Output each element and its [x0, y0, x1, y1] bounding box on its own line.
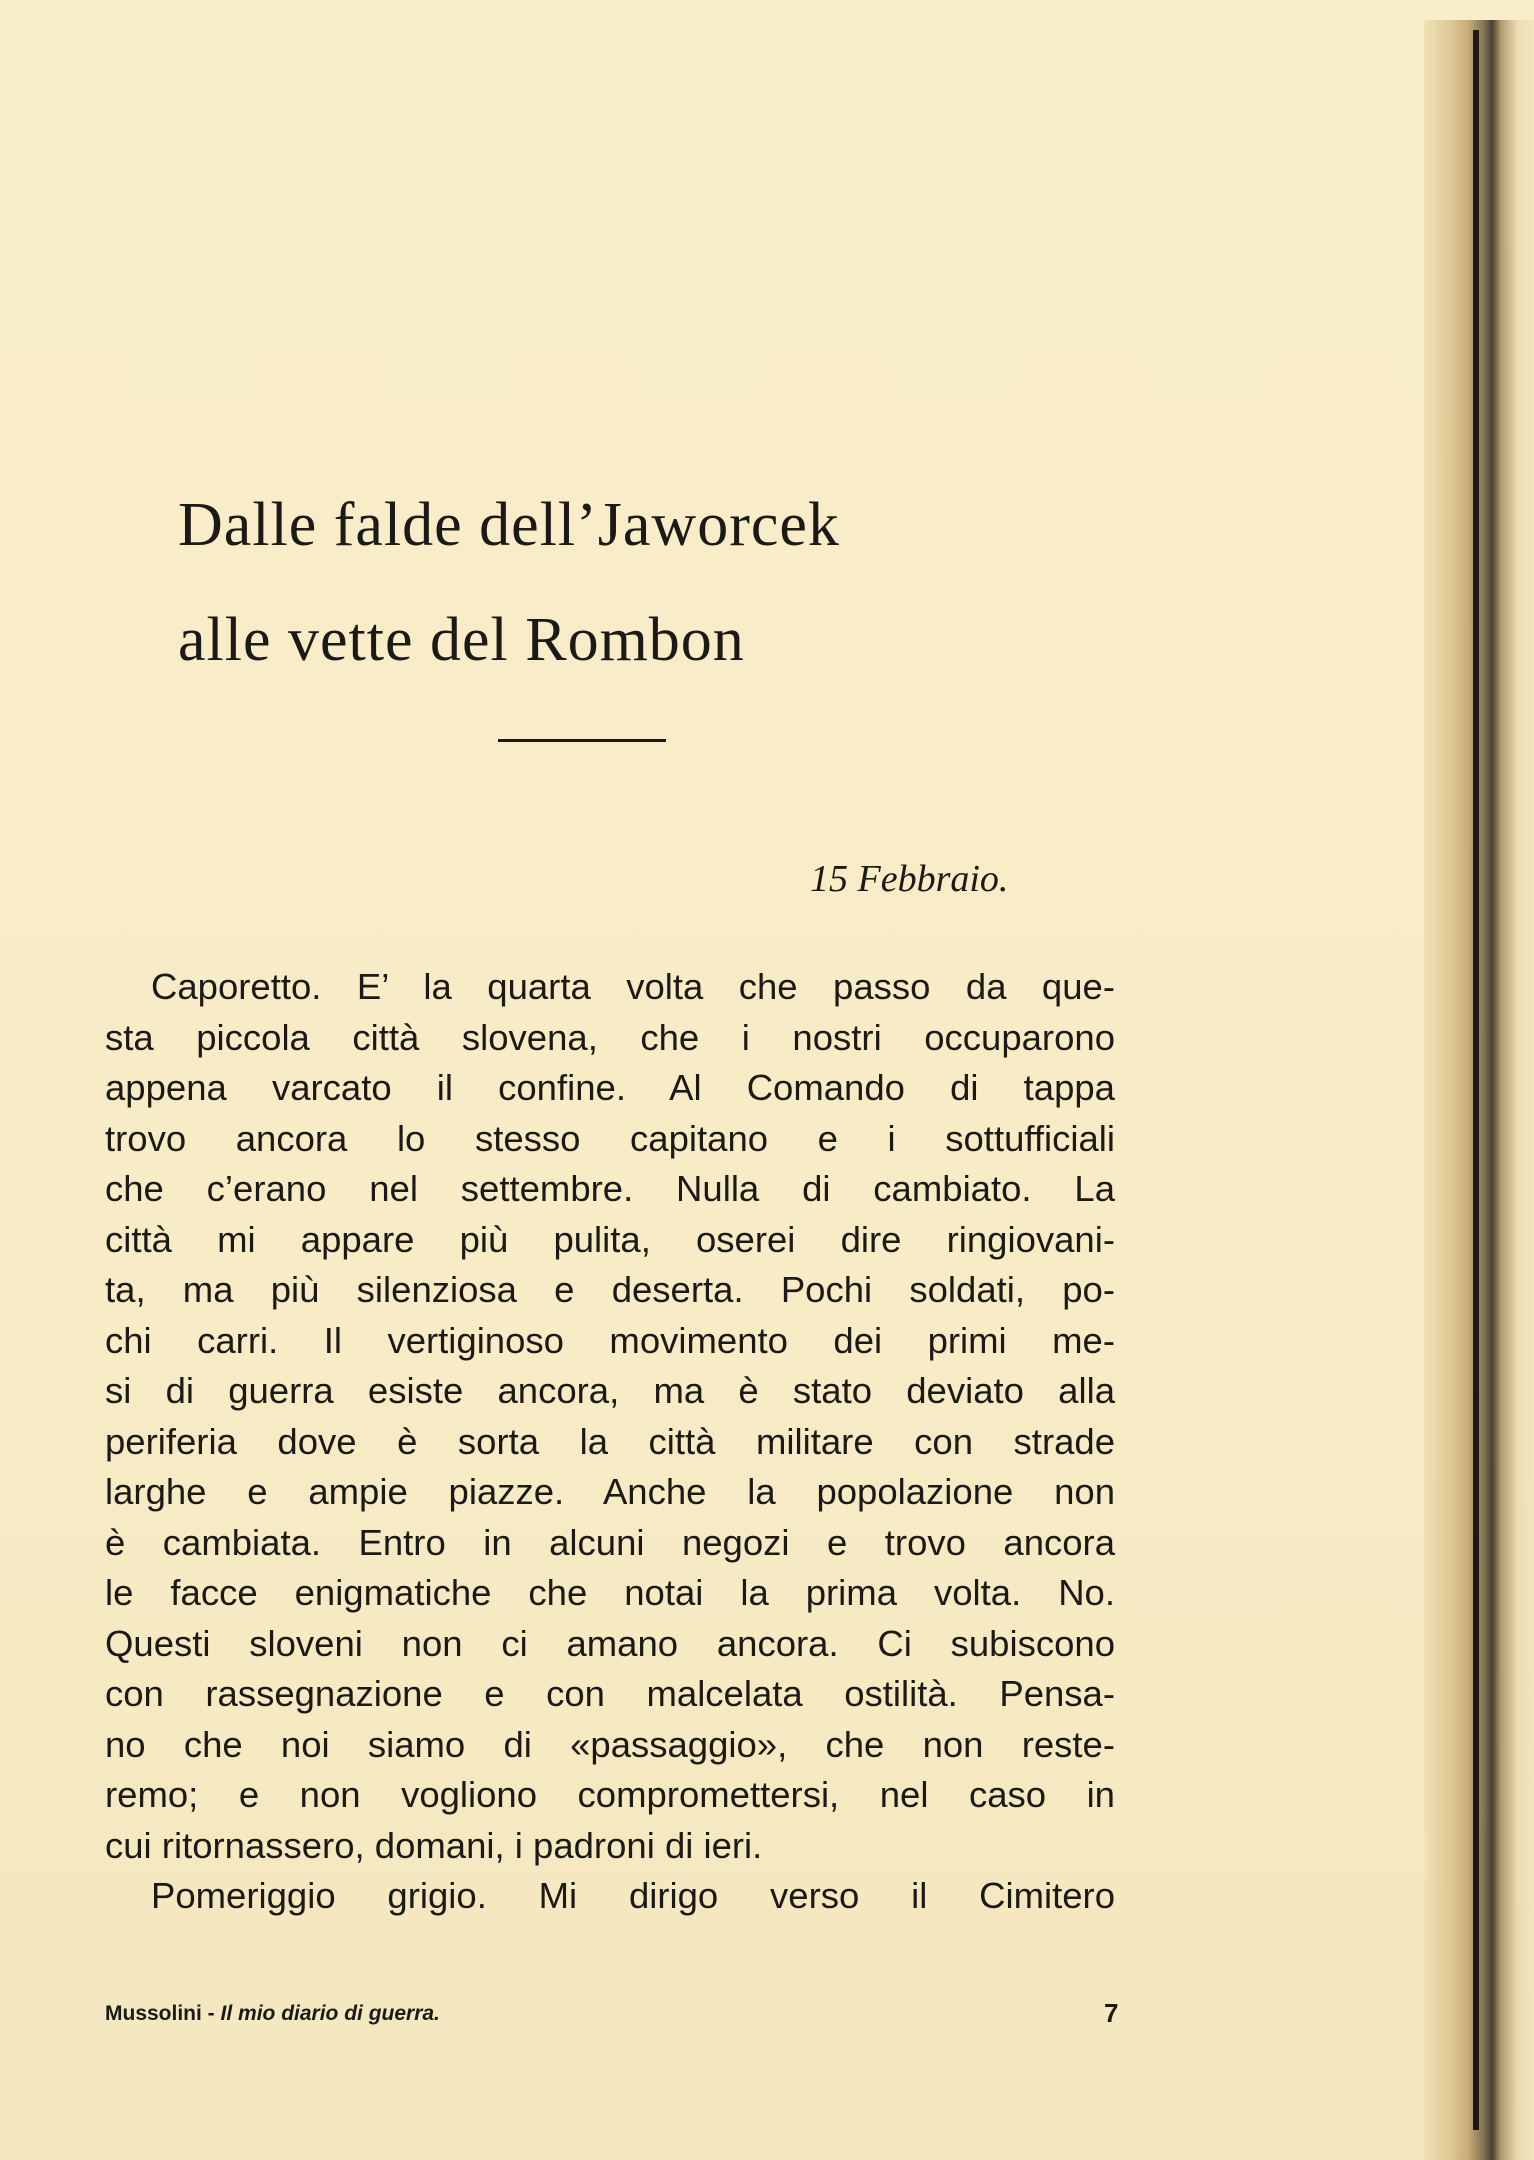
body-line: le facce enigmatiche che notai la prima volta. No.: [105, 1572, 1115, 1613]
body-line: città mi appare più pulita, oserei dire ringiovani-: [105, 1218, 1115, 1260]
body-line: no che noi siamo di «passaggio», che non reste-: [105, 1723, 1115, 1765]
book-spine: [1424, 20, 1534, 2160]
body-line: appena varcato il confine. Al Comando di tappa: [105, 1067, 1115, 1108]
footer-author: Mussolini: [105, 2002, 202, 2025]
body-text: [105, 962, 1115, 1922]
body-line: Caporetto. E’ la quarta volta che passo da que-: [151, 966, 1115, 1007]
entry-date: 15 Febbraio.: [810, 858, 1009, 900]
body-line: si di guerra esiste ancora, ma è stato deviato alla: [105, 1370, 1115, 1411]
body-line: con rassegnazione e con malcelata ostilità. Pensa-: [105, 1673, 1115, 1714]
body-line: che c’erano nel settembre. Nulla di cambiato. La: [105, 1168, 1115, 1209]
page-number: 7: [1104, 1998, 1119, 2028]
body-line: è cambiata. Entro in alcuni negozi e trovo ancora: [105, 1521, 1115, 1563]
body-line: chi carri. Il vertiginoso movimento dei primi me-: [105, 1319, 1115, 1361]
body-line: Questi sloveni non ci amano ancora. Ci subiscono: [105, 1622, 1115, 1664]
footer-book-title: Il mio diario di guerra.: [220, 2002, 440, 2025]
chapter-title-line-1: Dalle falde dell’Jaworcek: [178, 491, 840, 559]
body-line: remo; e non vogliono compromettersi, nel caso in: [105, 1774, 1115, 1815]
body-line: ta, ma più silenziosa e deserta. Pochi soldati, po-: [105, 1269, 1115, 1310]
running-footer: [105, 2002, 440, 2026]
body-line: cui ritornassero, domani, i padroni di ieri.: [105, 1824, 763, 1866]
title-rule: [498, 739, 666, 742]
spine-binding-line: [1473, 30, 1479, 2130]
body-line: periferia dove è sorta la città militare con strade: [105, 1420, 1115, 1462]
footer-separator: -: [201, 2002, 221, 2025]
body-line: trovo ancora lo stesso capitano e i sottufficiali: [105, 1117, 1115, 1159]
chapter-title-line-2: alle vette del Rombon: [178, 606, 745, 674]
body-line: Pomeriggio grigio. Mi dirigo verso il Cimitero: [151, 1875, 1115, 1916]
body-line: larghe e ampie piazze. Anche la popolazione non: [105, 1471, 1115, 1512]
body-line: sta piccola città slovena, che i nostri occuparono: [105, 1016, 1115, 1058]
